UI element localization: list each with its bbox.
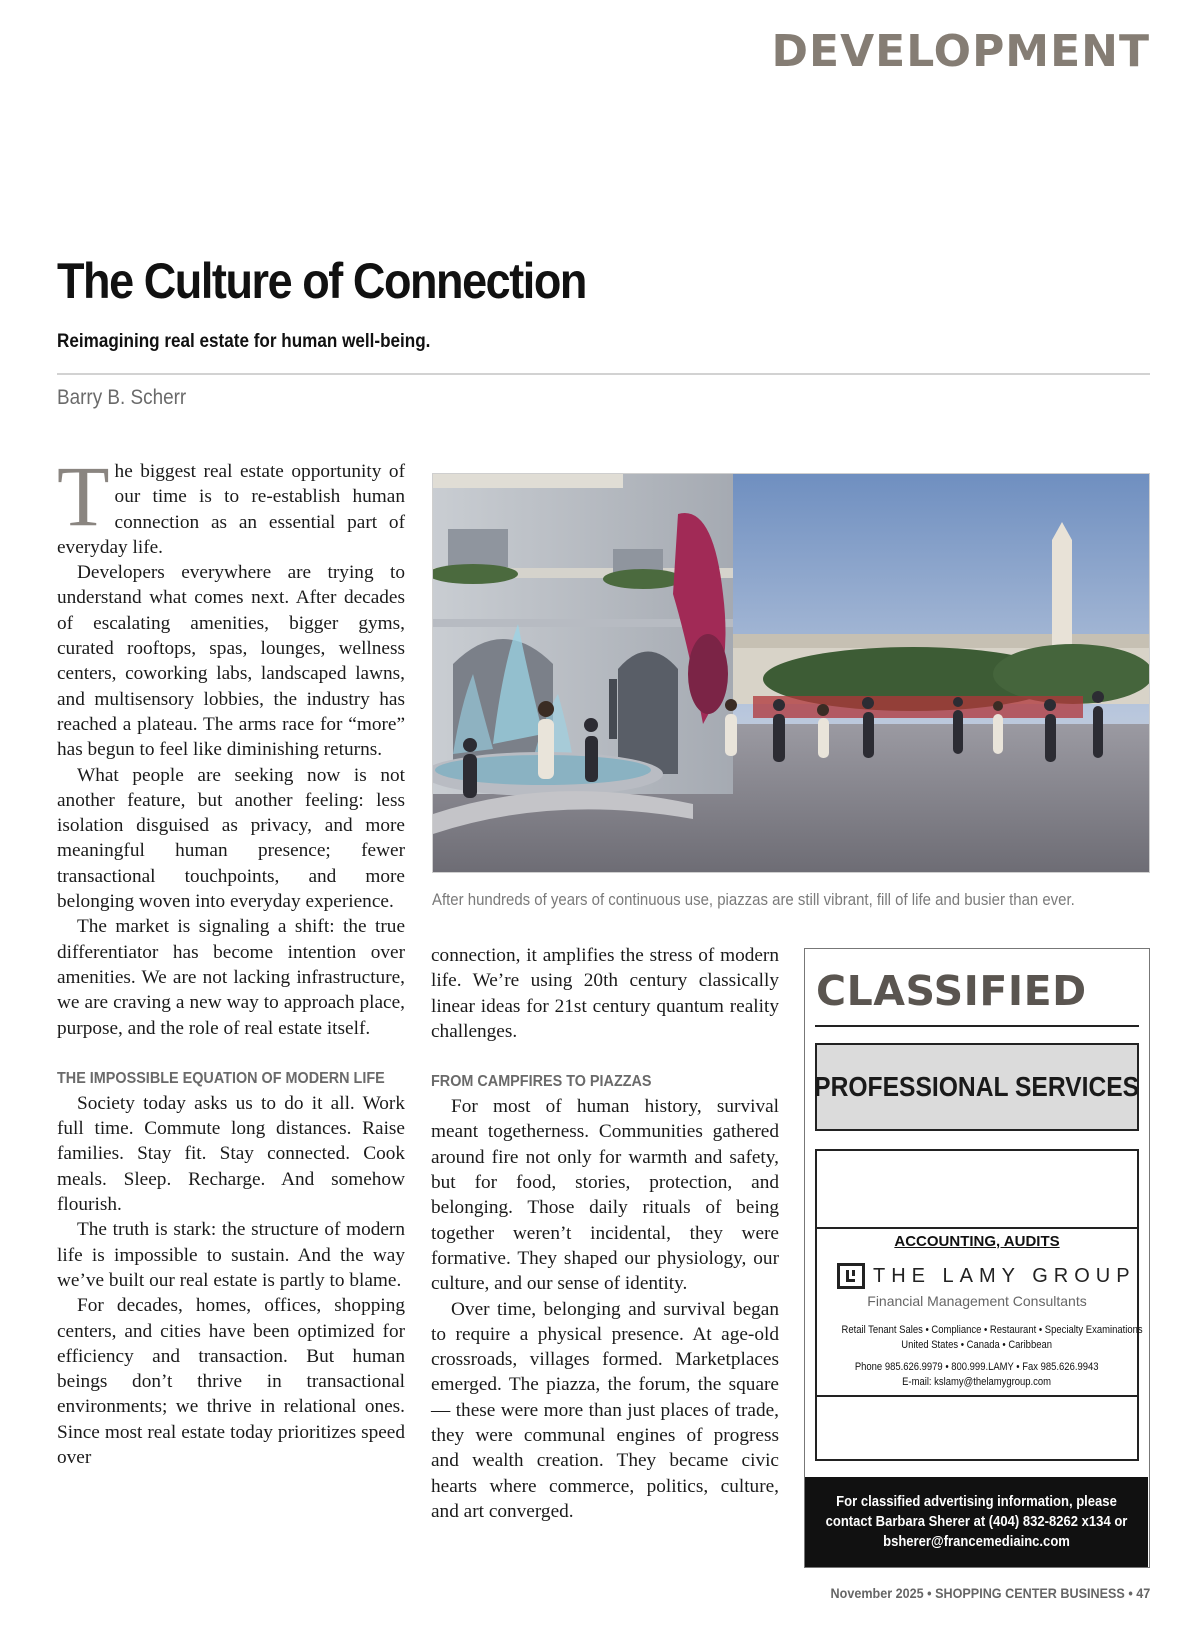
- article-column-1: [57, 448, 405, 1470]
- article-title: The Culture of Connection: [57, 253, 586, 309]
- classified-contact-footer: For classified advertising information, please contact Barbara Sherer at (404) 832-8262 x134 or bsherer@francemediainc.com: [805, 1477, 1148, 1567]
- ad-services: Retail Tenant Sales • Compliance • Restaurant • Specialty Examinations: [841, 1324, 1143, 1336]
- photo-caption: After hundreds of years of continuous use, piazzas are still vibrant, fill of life and busier than ever.: [432, 890, 1075, 909]
- ad-regions: United States • Canada • Caribbean: [901, 1339, 1053, 1351]
- article-column-2: [431, 943, 779, 1524]
- classified-heading: CLASSIFIED: [816, 967, 1087, 1015]
- lamy-logo-icon: [837, 1263, 865, 1289]
- paragraph: What people are seeking now is not another feature, but another feeling: less isolation disguised as privacy, and more meaningful human presence; fewer transactional touchpoints, and more belonging woven into everyday experience.: [57, 764, 405, 913]
- ad-phone: Phone 985.626.9979 • 800.999.LAMY • Fax 985.626.9943: [855, 1361, 1099, 1373]
- company-logo: [837, 1263, 1136, 1289]
- section-heading: FROM CAMPFIRES TO PIAZZAS: [431, 1073, 652, 1091]
- company-tagline: Financial Management Consultants: [867, 1293, 1087, 1309]
- author-byline: Barry B. Scherr: [57, 386, 187, 409]
- paragraph: For decades, homes, offices, shopping centers, and cities have been optimized for efficiency and transaction. But human beings don’t thrive in transactional environments; we thrive in relational ones. Since most real estate today prioritizes speed over: [57, 1295, 405, 1468]
- classified-box: [804, 948, 1150, 1568]
- ad-category: ACCOUNTING, AUDITS: [894, 1233, 1060, 1250]
- classified-ad[interactable]: [815, 1149, 1143, 1461]
- piazza-photo: [432, 473, 1150, 873]
- section-heading: THE IMPOSSIBLE EQUATION OF MODERN LIFE: [57, 1069, 385, 1087]
- paragraph: For most of human history, survival meant togetherness. Communities gathered around fire not only for warmth and safety, but for food, stories, protection, and belonging. Those daily rituals of being together weren’t incidental, they were formative. They shaped our physiology, our culture, and our sense of identity.: [431, 1096, 779, 1295]
- page-folio: November 2025 • SHOPPING CENTER BUSINESS • 47: [830, 1585, 1150, 1601]
- paragraph: The truth is stark: the structure of modern life is impossible to sustain. And the way we’ve built our real estate is partly to blame.: [57, 1219, 405, 1291]
- divider: [817, 1395, 1137, 1397]
- paragraph: Over time, belonging and survival began to require a physical presence. At age-old crossroads, villages formed. Marketplaces emerged. The piazza, the forum, the square — these were more than just places of trade, they were communal engines of progress and wealth creation. They became civic hearts where commerce, politics, culture, and art converged.: [431, 1298, 779, 1522]
- paragraph: Society today asks us to do it all. Work full time. Commute long distances. Raise families. Stay fit. Stay connected. Cook meals. Sleep. Recharge. And somehow flourish.: [57, 1092, 405, 1216]
- section-label: DEVELOPMENT: [771, 26, 1150, 77]
- paragraph: connection, it amplifies the stress of modern life. We’re using 20th century classically linear ideas for 21st century quantum reality challenges.: [431, 945, 779, 1042]
- paragraph: Developers everywhere are trying to understand what comes next. After decades of escalating amenities, bigger gyms, curated rooftops, spas, lounges, wellness centers, coworking labs, landscaped lawns, and multisensory lobbies, the industry has reached a plateau. The arms race for “more” has begun to feel like diminishing returns.: [57, 562, 405, 761]
- article-subtitle: Reimagining real estate for human well-being.: [57, 331, 431, 352]
- divider: [817, 1227, 1137, 1229]
- drop-cap: T: [57, 448, 110, 544]
- paragraph: The biggest real estate opportunity of our time is to re-establish human connection as an essential part of everyday life.: [57, 448, 405, 558]
- ad-email[interactable]: E-mail: kslamy@thelamygroup.com: [902, 1376, 1052, 1388]
- paragraph: The market is signaling a shift: the true differentiator has become intention over amenities. We are not lacking infrastructure, we are craving a new way to approach place, purpose, and the role of real estate itself.: [57, 916, 405, 1039]
- header-divider: [57, 373, 1150, 375]
- divider: [815, 1025, 1139, 1027]
- company-name: THE LAMY GROUP: [873, 1264, 1136, 1287]
- category-label: PROFESSIONAL SERVICES: [814, 1071, 1140, 1102]
- category-banner: [815, 1043, 1139, 1131]
